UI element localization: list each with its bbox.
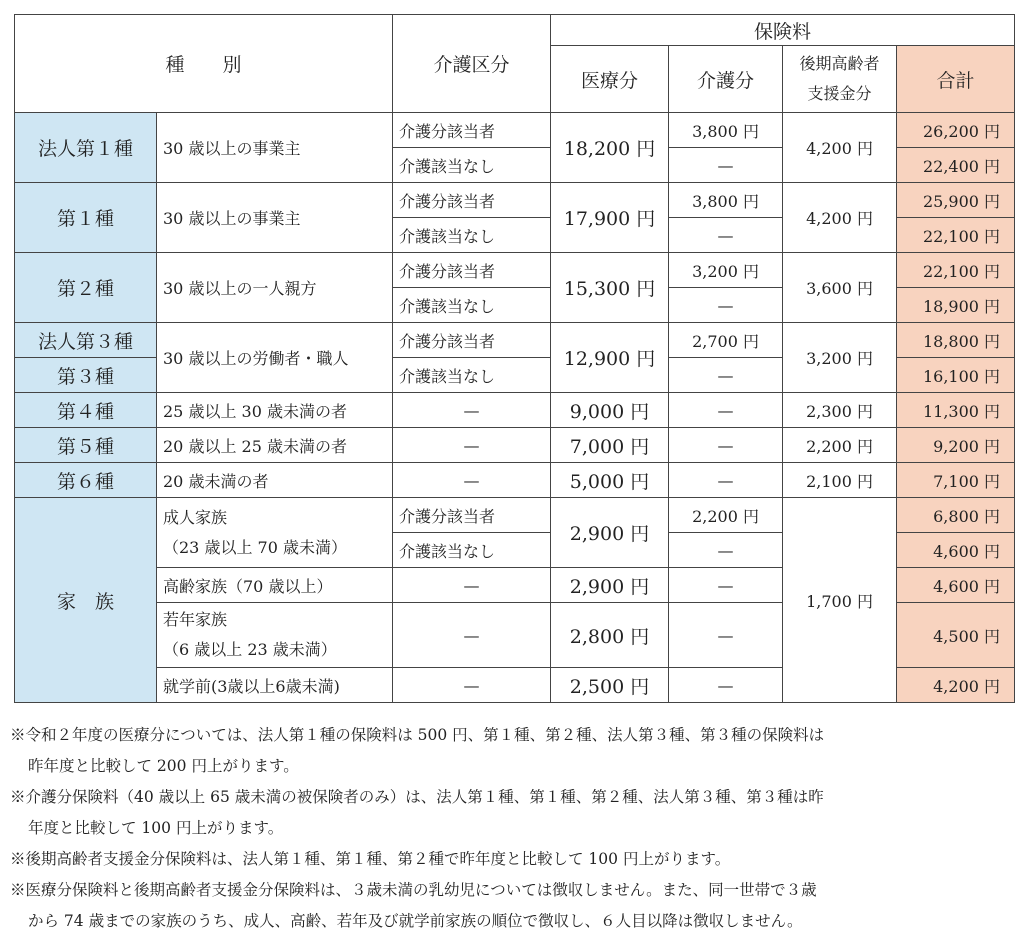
- total-value: 25,900 円: [897, 183, 1015, 218]
- medical-value: 9,000 円: [551, 393, 669, 428]
- care-no-label: 介護該当なし: [393, 533, 551, 568]
- care-no-label: 介護該当なし: [393, 288, 551, 323]
- young-family-line1: 若年家族: [163, 610, 228, 629]
- total-value: 7,100 円: [897, 463, 1015, 498]
- header-care-class: 介護区分: [393, 15, 551, 113]
- medical-value: 7,000 円: [551, 428, 669, 463]
- care-dash: —: [669, 393, 783, 428]
- care-yes-label: 介護分該当者: [393, 113, 551, 148]
- elderly-value: 2,300 円: [783, 393, 897, 428]
- header-elderly-line1: 後期高齢者: [799, 54, 880, 73]
- footnote-medical: [10, 720, 1015, 782]
- footnote-care: [10, 782, 1015, 844]
- care-dash: —: [669, 428, 783, 463]
- elderly-value: 3,600 円: [783, 253, 897, 323]
- care-dash: —: [669, 533, 783, 568]
- total-value: 22,400 円: [897, 148, 1015, 183]
- total-value: 4,500 円: [897, 603, 1015, 668]
- medical-value: 18,200 円: [551, 113, 669, 183]
- care-value: 3,800 円: [669, 113, 783, 148]
- care-dash: —: [669, 463, 783, 498]
- care-yes-label: 介護分該当者: [393, 253, 551, 288]
- table-row: [15, 498, 1015, 533]
- medical-value: 2,900 円: [551, 498, 669, 568]
- care-value: 3,800 円: [669, 183, 783, 218]
- table-row: [15, 113, 1015, 148]
- care-class-dash: —: [393, 568, 551, 603]
- care-no-label: 介護該当なし: [393, 358, 551, 393]
- row-desc: 30 歳以上の労働者・職人: [157, 323, 393, 393]
- table-row: [15, 323, 1015, 358]
- care-yes-label: 介護分該当者: [393, 323, 551, 358]
- care-value: 2,200 円: [669, 498, 783, 533]
- care-value: 2,700 円: [669, 323, 783, 358]
- care-class-dash: —: [393, 393, 551, 428]
- footnote-line: ※介護分保険料（40 歳以上 65 歳未満の被保険者のみ）は、法人第１種、第１種、第２種、法人第３種、第３種は昨: [10, 788, 824, 806]
- adult-family-line2: （23 歳以上 70 歳未満）: [163, 537, 347, 557]
- elderly-value: 4,200 円: [783, 113, 897, 183]
- elderly-value: 4,200 円: [783, 183, 897, 253]
- medical-value: 2,900 円: [551, 568, 669, 603]
- care-dash: —: [669, 218, 783, 253]
- care-dash: —: [669, 668, 783, 703]
- footnote-line: ※令和２年度の医療分については、法人第１種の保険料は 500 円、第１種、第２種、法人第３種、第３種の保険料は: [10, 726, 825, 744]
- footnote-line: 昨年度と比較して 200 円上がります。: [28, 757, 299, 775]
- total-value: 4,600 円: [897, 568, 1015, 603]
- category-dai-2: 第２種: [15, 253, 157, 323]
- row-desc: 25 歳以上 30 歳未満の者: [157, 393, 393, 428]
- elderly-value: 3,200 円: [783, 323, 897, 393]
- family-elderly-value: 1,700 円: [783, 498, 897, 703]
- footnotes: [10, 720, 1015, 937]
- table-row: [15, 428, 1015, 463]
- header-category: 種 別: [15, 15, 393, 113]
- medical-value: 2,500 円: [551, 668, 669, 703]
- medical-value: 2,800 円: [551, 603, 669, 668]
- care-dash: —: [669, 358, 783, 393]
- category-dai-6: 第６種: [15, 463, 157, 498]
- care-no-label: 介護該当なし: [393, 148, 551, 183]
- category-hojin-1: 法人第１種: [15, 113, 157, 183]
- young-family-line2: （6 歳以上 23 歳未満）: [163, 640, 337, 659]
- total-value: 4,200 円: [897, 668, 1015, 703]
- adult-family-line1: 成人家族: [163, 507, 228, 527]
- medical-value: 17,900 円: [551, 183, 669, 253]
- medical-value: 15,300 円: [551, 253, 669, 323]
- medical-value: 5,000 円: [551, 463, 669, 498]
- care-class-dash: —: [393, 463, 551, 498]
- table-row: [15, 463, 1015, 498]
- total-value: 9,200 円: [897, 428, 1015, 463]
- care-value: 3,200 円: [669, 253, 783, 288]
- header-elderly-support: [783, 46, 897, 113]
- row-desc: 20 歳未満の者: [157, 463, 393, 498]
- elderly-value: 2,200 円: [783, 428, 897, 463]
- total-value: 22,100 円: [897, 218, 1015, 253]
- footnote-line: 年度と比較して 100 円上がります。: [28, 819, 284, 837]
- elderly-family-desc: 高齢家族（70 歳以上）: [157, 568, 393, 603]
- medical-value: 12,900 円: [551, 323, 669, 393]
- care-dash: —: [669, 568, 783, 603]
- row-desc: 30 歳以上の一人親方: [157, 253, 393, 323]
- category-dai-3: 第３種: [15, 358, 157, 393]
- care-dash: —: [669, 288, 783, 323]
- row-desc: 20 歳以上 25 歳未満の者: [157, 428, 393, 463]
- row-desc: 30 歳以上の事業主: [157, 183, 393, 253]
- table-row: [15, 253, 1015, 288]
- header-total: 合計: [897, 46, 1015, 113]
- preschool-desc: 就学前(3歳以上6歳未満): [157, 668, 393, 703]
- total-value: 26,200 円: [897, 113, 1015, 148]
- footnote-line: ※後期高齢者支援金分保険料は、法人第１種、第１種、第２種で昨年度と比較して 100 円上がります。: [10, 850, 731, 868]
- footnote-line: から 74 歳までの家族のうち、成人、高齢、若年及び就学前家族の順位で徴収し、６人目以降は徴収しません。: [28, 912, 803, 930]
- table-row: [15, 183, 1015, 218]
- care-yes-label: 介護分該当者: [393, 498, 551, 533]
- care-class-dash: —: [393, 603, 551, 668]
- young-family-desc: [157, 603, 393, 668]
- category-family: 家 族: [15, 498, 157, 703]
- header-premium: 保険料: [551, 15, 1015, 46]
- total-value: 22,100 円: [897, 253, 1015, 288]
- header-care-portion: 介護分: [669, 46, 783, 113]
- insurance-fee-table: [14, 14, 1015, 703]
- total-value: 4,600 円: [897, 533, 1015, 568]
- total-value: 11,300 円: [897, 393, 1015, 428]
- footnote-line: ※医療分保険料と後期高齢者支援金分保険料は、３歳未満の乳幼児については徴収しません。また、同一世帯で３歳: [10, 881, 817, 899]
- care-yes-label: 介護分該当者: [393, 183, 551, 218]
- footnote-elderly-support: [10, 844, 1015, 875]
- category-hojin-3: 法人第３種: [15, 323, 157, 358]
- care-no-label: 介護該当なし: [393, 218, 551, 253]
- care-class-dash: —: [393, 668, 551, 703]
- category-dai-5: 第５種: [15, 428, 157, 463]
- category-dai-1: 第１種: [15, 183, 157, 253]
- header-medical: 医療分: [551, 46, 669, 113]
- table-row: [15, 393, 1015, 428]
- total-value: 18,800 円: [897, 323, 1015, 358]
- adult-family-desc: [157, 498, 393, 568]
- footnote-collection-rule: [10, 875, 1015, 937]
- care-dash: —: [669, 148, 783, 183]
- care-class-dash: —: [393, 428, 551, 463]
- total-value: 18,900 円: [897, 288, 1015, 323]
- row-desc: 30 歳以上の事業主: [157, 113, 393, 183]
- category-dai-4: 第４種: [15, 393, 157, 428]
- care-dash: —: [669, 603, 783, 668]
- header-elderly-line2: 支援金分: [807, 84, 872, 103]
- total-value: 6,800 円: [897, 498, 1015, 533]
- elderly-value: 2,100 円: [783, 463, 897, 498]
- total-value: 16,100 円: [897, 358, 1015, 393]
